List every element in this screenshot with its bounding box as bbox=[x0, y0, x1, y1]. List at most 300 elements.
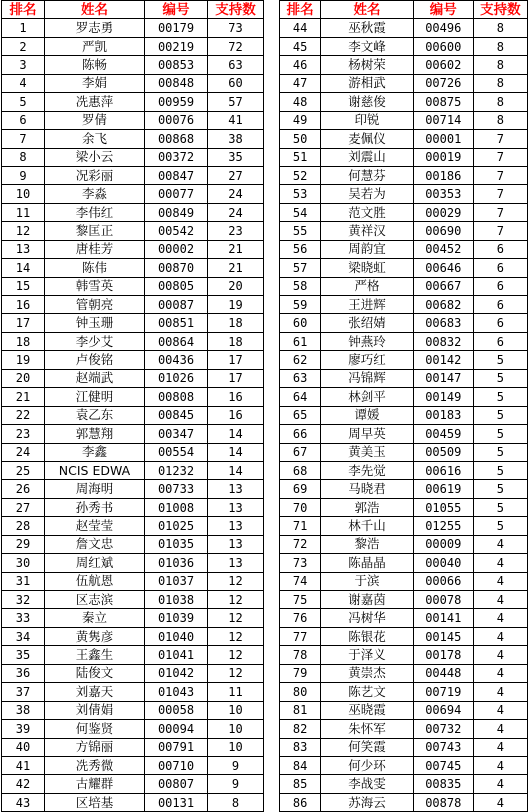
cell-votes: 7 bbox=[473, 222, 527, 240]
table-row bbox=[280, 74, 528, 92]
cell-rank: 3 bbox=[2, 56, 45, 74]
table-row bbox=[2, 74, 264, 92]
cell-name: 杨树荣 bbox=[321, 56, 414, 74]
cell-votes: 18 bbox=[208, 314, 264, 332]
cell-code: 01255 bbox=[413, 517, 473, 535]
cell-name: 黄崇杰 bbox=[321, 664, 414, 682]
cell-code: 01043 bbox=[145, 683, 208, 701]
cell-rank: 65 bbox=[280, 406, 321, 424]
table-row bbox=[280, 683, 528, 701]
cell-votes: 12 bbox=[208, 609, 264, 627]
cell-name: 刘倩娟 bbox=[45, 701, 145, 719]
cell-name: 李少艾 bbox=[45, 332, 145, 350]
table-row bbox=[280, 793, 528, 811]
table-row bbox=[280, 425, 528, 443]
table-row bbox=[280, 701, 528, 719]
cell-votes: 4 bbox=[473, 775, 527, 793]
cell-name: 麦佩仪 bbox=[321, 130, 414, 148]
cell-rank: 15 bbox=[2, 277, 45, 295]
cell-rank: 55 bbox=[280, 222, 321, 240]
cell-rank: 54 bbox=[280, 203, 321, 221]
cell-rank: 11 bbox=[2, 203, 45, 221]
cell-code: 01041 bbox=[145, 646, 208, 664]
cell-votes: 5 bbox=[473, 498, 527, 516]
cell-code: 00853 bbox=[145, 56, 208, 74]
cell-rank: 20 bbox=[2, 369, 45, 387]
cell-name: 秦立 bbox=[45, 609, 145, 627]
cell-code: 01055 bbox=[413, 498, 473, 516]
cell-code: 00347 bbox=[145, 425, 208, 443]
table-row bbox=[2, 461, 264, 479]
cell-votes: 4 bbox=[473, 756, 527, 774]
cell-votes: 6 bbox=[473, 332, 527, 350]
cell-name: 于滨 bbox=[321, 572, 414, 590]
cell-name: 陈伟 bbox=[45, 259, 145, 277]
cell-name: 刘嘉天 bbox=[45, 683, 145, 701]
cell-code: 00868 bbox=[145, 130, 208, 148]
cell-code: 00719 bbox=[413, 683, 473, 701]
cell-rank: 8 bbox=[2, 148, 45, 166]
cell-name: 周海明 bbox=[45, 480, 145, 498]
table-row bbox=[2, 93, 264, 111]
cell-code: 00029 bbox=[413, 203, 473, 221]
cell-code: 00714 bbox=[413, 111, 473, 129]
cell-rank: 45 bbox=[280, 37, 321, 55]
cell-votes: 7 bbox=[473, 166, 527, 184]
cell-rank: 9 bbox=[2, 166, 45, 184]
cell-rank: 43 bbox=[2, 793, 45, 811]
cell-code: 00743 bbox=[413, 738, 473, 756]
table-row bbox=[280, 19, 528, 37]
cell-votes: 21 bbox=[208, 240, 264, 258]
cell-rank: 46 bbox=[280, 56, 321, 74]
cell-name: 何笑霞 bbox=[321, 738, 414, 756]
cell-code: 01036 bbox=[145, 554, 208, 572]
cell-code: 00040 bbox=[413, 554, 473, 572]
cell-rank: 72 bbox=[280, 535, 321, 553]
cell-votes: 5 bbox=[473, 480, 527, 498]
cell-code: 00149 bbox=[413, 388, 473, 406]
table-row bbox=[280, 591, 528, 609]
cell-rank: 63 bbox=[280, 369, 321, 387]
cell-rank: 33 bbox=[2, 609, 45, 627]
cell-code: 00683 bbox=[413, 314, 473, 332]
cell-name: 周红斌 bbox=[45, 554, 145, 572]
cell-name: 谢嘉茵 bbox=[321, 591, 414, 609]
cell-rank: 25 bbox=[2, 461, 45, 479]
cell-rank: 66 bbox=[280, 425, 321, 443]
cell-name: 冼惠萍 bbox=[45, 93, 145, 111]
table-row bbox=[280, 406, 528, 424]
cell-code: 00142 bbox=[413, 351, 473, 369]
cell-name: 何少环 bbox=[321, 756, 414, 774]
cell-rank: 39 bbox=[2, 720, 45, 738]
cell-votes: 4 bbox=[473, 609, 527, 627]
cell-votes: 12 bbox=[208, 646, 264, 664]
cell-code: 00851 bbox=[145, 314, 208, 332]
cell-rank: 2 bbox=[2, 37, 45, 55]
cell-name: 游相武 bbox=[321, 74, 414, 92]
cell-name: 巫秋霞 bbox=[321, 19, 414, 37]
cell-rank: 79 bbox=[280, 664, 321, 682]
cell-votes: 11 bbox=[208, 683, 264, 701]
cell-name: 林剑平 bbox=[321, 388, 414, 406]
table-row bbox=[280, 627, 528, 645]
cell-votes: 19 bbox=[208, 296, 264, 314]
table-row bbox=[280, 369, 528, 387]
table-row bbox=[2, 185, 264, 203]
cell-name: 陈艺文 bbox=[321, 683, 414, 701]
cell-name: 罗倩 bbox=[45, 111, 145, 129]
cell-rank: 17 bbox=[2, 314, 45, 332]
cell-votes: 10 bbox=[208, 738, 264, 756]
cell-name: 梁小云 bbox=[45, 148, 145, 166]
cell-rank: 18 bbox=[2, 332, 45, 350]
table-row bbox=[280, 37, 528, 55]
table-row bbox=[280, 572, 528, 590]
header-row bbox=[2, 1, 264, 19]
header-code: 编号 bbox=[145, 1, 208, 19]
table-row bbox=[2, 37, 264, 55]
cell-code: 00835 bbox=[413, 775, 473, 793]
cell-votes: 4 bbox=[473, 738, 527, 756]
cell-code: 00807 bbox=[145, 775, 208, 793]
cell-name: 李淼 bbox=[45, 185, 145, 203]
cell-code: 00452 bbox=[413, 240, 473, 258]
cell-name: 余飞 bbox=[45, 130, 145, 148]
cell-rank: 84 bbox=[280, 756, 321, 774]
ranking-table-left bbox=[1, 0, 264, 812]
cell-name: 马晓君 bbox=[321, 480, 414, 498]
cell-rank: 7 bbox=[2, 130, 45, 148]
table-row bbox=[280, 56, 528, 74]
cell-rank: 22 bbox=[2, 406, 45, 424]
cell-name: 区志滨 bbox=[45, 591, 145, 609]
cell-rank: 78 bbox=[280, 646, 321, 664]
cell-code: 00733 bbox=[145, 480, 208, 498]
cell-rank: 29 bbox=[2, 535, 45, 553]
cell-name: 黎匡正 bbox=[45, 222, 145, 240]
cell-name: 严格 bbox=[321, 277, 414, 295]
cell-votes: 57 bbox=[208, 93, 264, 111]
cell-votes: 7 bbox=[473, 185, 527, 203]
table-row bbox=[2, 720, 264, 738]
table-row bbox=[280, 756, 528, 774]
table-row bbox=[2, 332, 264, 350]
header-votes: 支持数 bbox=[208, 1, 264, 19]
cell-rank: 81 bbox=[280, 701, 321, 719]
table-row bbox=[280, 775, 528, 793]
cell-rank: 4 bbox=[2, 74, 45, 92]
cell-code: 00619 bbox=[413, 480, 473, 498]
cell-name: 黄祥汉 bbox=[321, 222, 414, 240]
cell-name: 黄隽彦 bbox=[45, 627, 145, 645]
cell-rank: 80 bbox=[280, 683, 321, 701]
table-row bbox=[2, 240, 264, 258]
cell-name: 陆俊文 bbox=[45, 664, 145, 682]
cell-votes: 8 bbox=[473, 74, 527, 92]
cell-code: 00710 bbox=[145, 756, 208, 774]
cell-votes: 13 bbox=[208, 517, 264, 535]
cell-rank: 34 bbox=[2, 627, 45, 645]
cell-code: 00496 bbox=[413, 19, 473, 37]
cell-code: 01040 bbox=[145, 627, 208, 645]
table-row bbox=[280, 240, 528, 258]
cell-votes: 20 bbox=[208, 277, 264, 295]
cell-votes: 17 bbox=[208, 351, 264, 369]
table-row bbox=[280, 222, 528, 240]
table-row bbox=[2, 222, 264, 240]
table-row bbox=[2, 277, 264, 295]
cell-code: 01039 bbox=[145, 609, 208, 627]
cell-votes: 4 bbox=[473, 720, 527, 738]
cell-name: 周早英 bbox=[321, 425, 414, 443]
cell-code: 00542 bbox=[145, 222, 208, 240]
cell-rank: 70 bbox=[280, 498, 321, 516]
cell-votes: 23 bbox=[208, 222, 264, 240]
cell-name: 印锐 bbox=[321, 111, 414, 129]
cell-votes: 5 bbox=[473, 351, 527, 369]
cell-name: 罗志勇 bbox=[45, 19, 145, 37]
cell-votes: 41 bbox=[208, 111, 264, 129]
cell-code: 01026 bbox=[145, 369, 208, 387]
cell-rank: 75 bbox=[280, 591, 321, 609]
cell-votes: 7 bbox=[473, 203, 527, 221]
cell-rank: 24 bbox=[2, 443, 45, 461]
cell-code: 00791 bbox=[145, 738, 208, 756]
cell-votes: 13 bbox=[208, 480, 264, 498]
cell-code: 00145 bbox=[413, 627, 473, 645]
cell-name: 朱怀军 bbox=[321, 720, 414, 738]
cell-code: 00682 bbox=[413, 296, 473, 314]
table-row bbox=[280, 277, 528, 295]
cell-rank: 1 bbox=[2, 19, 45, 37]
cell-name: 李伟红 bbox=[45, 203, 145, 221]
cell-rank: 53 bbox=[280, 185, 321, 203]
cell-code: 01008 bbox=[145, 498, 208, 516]
table-row bbox=[280, 443, 528, 461]
cell-rank: 67 bbox=[280, 443, 321, 461]
cell-rank: 58 bbox=[280, 277, 321, 295]
cell-name: 伍航恩 bbox=[45, 572, 145, 590]
cell-rank: 50 bbox=[280, 130, 321, 148]
cell-rank: 71 bbox=[280, 517, 321, 535]
table-row bbox=[280, 554, 528, 572]
cell-rank: 12 bbox=[2, 222, 45, 240]
cell-code: 00878 bbox=[413, 793, 473, 811]
cell-votes: 5 bbox=[473, 425, 527, 443]
cell-code: 00448 bbox=[413, 664, 473, 682]
cell-votes: 4 bbox=[473, 683, 527, 701]
cell-code: 00745 bbox=[413, 756, 473, 774]
cell-code: 00870 bbox=[145, 259, 208, 277]
cell-votes: 24 bbox=[208, 185, 264, 203]
header-rank: 排名 bbox=[2, 1, 45, 19]
table-row bbox=[280, 480, 528, 498]
table-row bbox=[2, 517, 264, 535]
cell-votes: 5 bbox=[473, 388, 527, 406]
table-row bbox=[2, 664, 264, 682]
cell-code: 00147 bbox=[413, 369, 473, 387]
cell-rank: 47 bbox=[280, 74, 321, 92]
cell-name: 苏海云 bbox=[321, 793, 414, 811]
table-row bbox=[280, 609, 528, 627]
table-row bbox=[2, 498, 264, 516]
cell-votes: 38 bbox=[208, 130, 264, 148]
table-row bbox=[2, 203, 264, 221]
cell-rank: 42 bbox=[2, 775, 45, 793]
table-row bbox=[2, 701, 264, 719]
cell-votes: 73 bbox=[208, 19, 264, 37]
cell-code: 00186 bbox=[413, 166, 473, 184]
table-row bbox=[280, 664, 528, 682]
cell-code: 00459 bbox=[413, 425, 473, 443]
cell-votes: 12 bbox=[208, 591, 264, 609]
table-row bbox=[2, 369, 264, 387]
cell-code: 00849 bbox=[145, 203, 208, 221]
cell-votes: 63 bbox=[208, 56, 264, 74]
cell-name: 黄美玉 bbox=[321, 443, 414, 461]
cell-code: 00087 bbox=[145, 296, 208, 314]
cell-votes: 16 bbox=[208, 388, 264, 406]
cell-rank: 21 bbox=[2, 388, 45, 406]
table-row bbox=[2, 166, 264, 184]
cell-votes: 16 bbox=[208, 406, 264, 424]
table-row bbox=[280, 388, 528, 406]
cell-name: 詹文忠 bbox=[45, 535, 145, 553]
table-row bbox=[2, 111, 264, 129]
cell-rank: 74 bbox=[280, 572, 321, 590]
cell-code: 00805 bbox=[145, 277, 208, 295]
cell-votes: 35 bbox=[208, 148, 264, 166]
table-row bbox=[280, 166, 528, 184]
cell-name: 李文峰 bbox=[321, 37, 414, 55]
cell-rank: 57 bbox=[280, 259, 321, 277]
cell-votes: 72 bbox=[208, 37, 264, 55]
cell-code: 00646 bbox=[413, 259, 473, 277]
table-row bbox=[280, 535, 528, 553]
table-row bbox=[280, 93, 528, 111]
cell-code: 00019 bbox=[413, 148, 473, 166]
cell-code: 00094 bbox=[145, 720, 208, 738]
cell-rank: 6 bbox=[2, 111, 45, 129]
table-row bbox=[280, 498, 528, 516]
table-row bbox=[280, 314, 528, 332]
cell-votes: 17 bbox=[208, 369, 264, 387]
cell-votes: 4 bbox=[473, 793, 527, 811]
cell-votes: 6 bbox=[473, 296, 527, 314]
cell-code: 00832 bbox=[413, 332, 473, 350]
cell-code: 00353 bbox=[413, 185, 473, 203]
table-row bbox=[280, 738, 528, 756]
cell-votes: 4 bbox=[473, 554, 527, 572]
cell-votes: 7 bbox=[473, 130, 527, 148]
cell-code: 00602 bbox=[413, 56, 473, 74]
cell-name: 唐桂芳 bbox=[45, 240, 145, 258]
table-row bbox=[2, 627, 264, 645]
cell-rank: 19 bbox=[2, 351, 45, 369]
table-row bbox=[2, 406, 264, 424]
cell-rank: 13 bbox=[2, 240, 45, 258]
cell-votes: 4 bbox=[473, 701, 527, 719]
cell-name: 于泽义 bbox=[321, 646, 414, 664]
cell-code: 00554 bbox=[145, 443, 208, 461]
cell-votes: 13 bbox=[208, 554, 264, 572]
cell-name: 李战雯 bbox=[321, 775, 414, 793]
cell-votes: 5 bbox=[473, 461, 527, 479]
table-row bbox=[280, 720, 528, 738]
cell-rank: 37 bbox=[2, 683, 45, 701]
cell-votes: 12 bbox=[208, 572, 264, 590]
cell-votes: 5 bbox=[473, 517, 527, 535]
cell-code: 01037 bbox=[145, 572, 208, 590]
cell-code: 00509 bbox=[413, 443, 473, 461]
cell-rank: 82 bbox=[280, 720, 321, 738]
cell-rank: 86 bbox=[280, 793, 321, 811]
cell-code: 00178 bbox=[413, 646, 473, 664]
cell-rank: 27 bbox=[2, 498, 45, 516]
cell-name: 卢俊铭 bbox=[45, 351, 145, 369]
cell-name: 陈银花 bbox=[321, 627, 414, 645]
table-row bbox=[2, 351, 264, 369]
table-row bbox=[2, 738, 264, 756]
header-rank: 排名 bbox=[280, 1, 321, 19]
cell-votes: 18 bbox=[208, 332, 264, 350]
cell-name: 林千山 bbox=[321, 517, 414, 535]
cell-code: 00066 bbox=[413, 572, 473, 590]
cell-code: 01038 bbox=[145, 591, 208, 609]
cell-name: 袁乙东 bbox=[45, 406, 145, 424]
cell-name: 何鉴贤 bbox=[45, 720, 145, 738]
cell-votes: 5 bbox=[473, 406, 527, 424]
cell-rank: 77 bbox=[280, 627, 321, 645]
cell-code: 00372 bbox=[145, 148, 208, 166]
cell-code: 00726 bbox=[413, 74, 473, 92]
cell-code: 01232 bbox=[145, 461, 208, 479]
cell-votes: 9 bbox=[208, 756, 264, 774]
cell-name: 梁晓虹 bbox=[321, 259, 414, 277]
cell-name: NCIS EDWA bbox=[45, 461, 145, 479]
cell-name: 谢慈俊 bbox=[321, 93, 414, 111]
cell-name: 钟玉珊 bbox=[45, 314, 145, 332]
cell-rank: 30 bbox=[2, 554, 45, 572]
cell-votes: 13 bbox=[208, 535, 264, 553]
cell-name: 方锦丽 bbox=[45, 738, 145, 756]
cell-rank: 69 bbox=[280, 480, 321, 498]
cell-code: 00732 bbox=[413, 720, 473, 738]
cell-votes: 6 bbox=[473, 314, 527, 332]
cell-code: 00694 bbox=[413, 701, 473, 719]
cell-votes: 5 bbox=[473, 443, 527, 461]
table-row bbox=[2, 480, 264, 498]
cell-name: 赵端武 bbox=[45, 369, 145, 387]
cell-code: 00009 bbox=[413, 535, 473, 553]
table-row bbox=[280, 111, 528, 129]
cell-rank: 41 bbox=[2, 756, 45, 774]
cell-rank: 64 bbox=[280, 388, 321, 406]
cell-votes: 7 bbox=[473, 148, 527, 166]
cell-votes: 4 bbox=[473, 535, 527, 553]
cell-code: 00179 bbox=[145, 19, 208, 37]
cell-code: 00078 bbox=[413, 591, 473, 609]
cell-votes: 4 bbox=[473, 591, 527, 609]
cell-votes: 4 bbox=[473, 627, 527, 645]
table-row bbox=[2, 683, 264, 701]
cell-rank: 49 bbox=[280, 111, 321, 129]
cell-votes: 24 bbox=[208, 203, 264, 221]
table-row bbox=[280, 148, 528, 166]
cell-rank: 51 bbox=[280, 148, 321, 166]
